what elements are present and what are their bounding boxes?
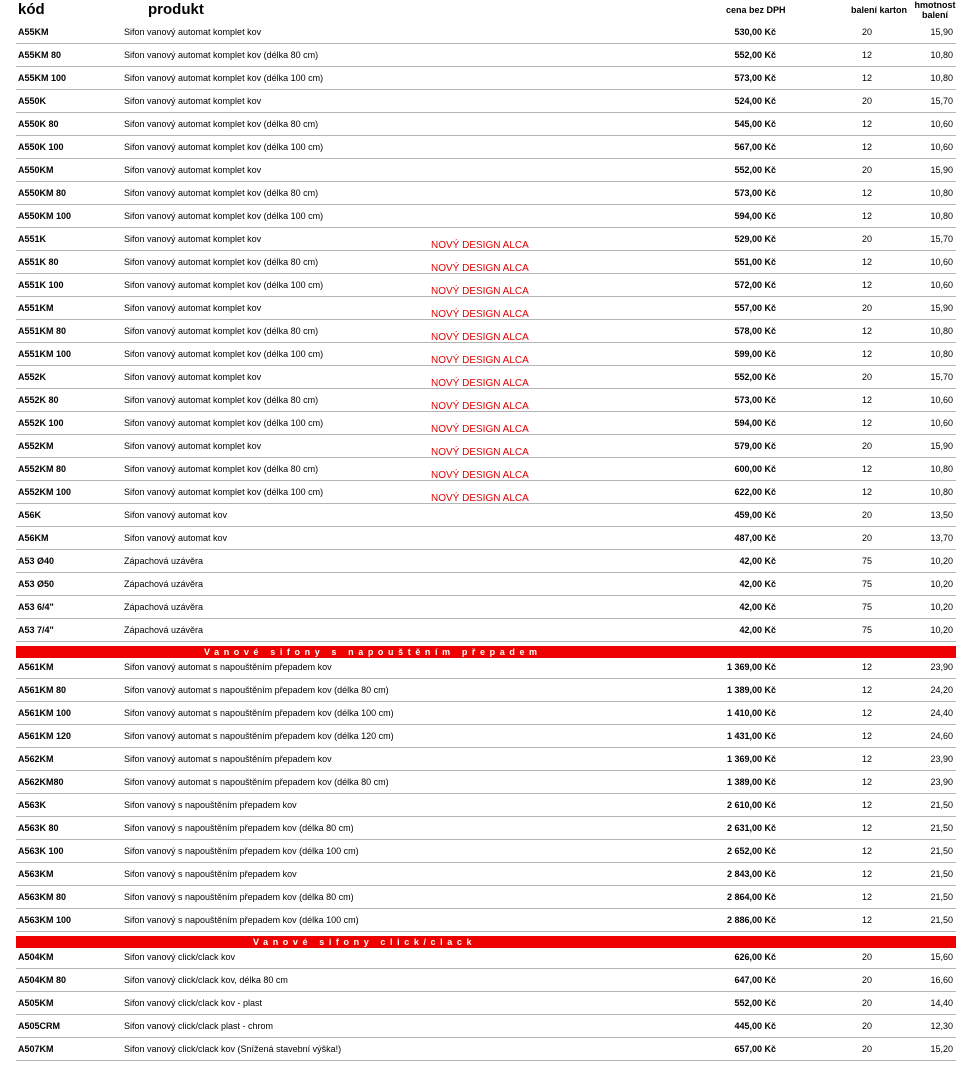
table-row xyxy=(16,968,956,992)
row-kod: A562KM80 xyxy=(18,777,64,787)
row-baleni-karton: 12 xyxy=(861,915,872,925)
row-cena: 42,00 Kč xyxy=(739,556,776,566)
row-produkt: Sifon vanový click/clack kov - plast xyxy=(124,998,263,1008)
row-kod: A550K 100 xyxy=(18,142,64,152)
row-cena: 626,00 Kč xyxy=(734,952,776,962)
table-row xyxy=(16,227,956,251)
row-hmotnost: 21,50 xyxy=(930,823,953,833)
table-row xyxy=(16,181,956,205)
row-produkt: Sifon vanový automat komplet kov (délka 80 cm) xyxy=(124,464,319,474)
header-cena: cena bez DPH xyxy=(726,5,786,15)
row-kod: A561KM 100 xyxy=(18,708,72,718)
row-hmotnost: 10,60 xyxy=(930,142,953,152)
row-hmotnost: 10,20 xyxy=(930,556,953,566)
row-hmotnost: 10,80 xyxy=(930,464,953,474)
row-produkt: Sifon vanový automat komplet kov xyxy=(124,234,262,244)
row-hmotnost: 10,80 xyxy=(930,50,953,60)
row-hmotnost: 10,80 xyxy=(930,188,953,198)
row-baleni-karton: 20 xyxy=(861,975,872,985)
row-kod: A53 6/4" xyxy=(18,602,54,612)
row-baleni-karton: 20 xyxy=(861,372,872,382)
table-row xyxy=(16,20,956,44)
row-kod: A551KM 80 xyxy=(18,326,67,336)
row-cena: 1 389,00 Kč xyxy=(726,685,776,695)
row-hmotnost: 15,70 xyxy=(930,96,953,106)
table-row xyxy=(16,296,956,320)
header-hmotnost-line2: balení xyxy=(921,10,948,20)
row-kod: A55KM 100 xyxy=(18,73,67,83)
row-produkt: Sifon vanový automat s napouštěním přepadem kov (délka 80 cm) xyxy=(124,777,389,787)
row-cena: 647,00 Kč xyxy=(734,975,776,985)
table-row xyxy=(16,204,956,228)
row-hmotnost: 15,90 xyxy=(930,165,953,175)
row-cena: 2 610,00 Kč xyxy=(726,800,776,810)
row-baleni-karton: 12 xyxy=(861,142,872,152)
row-design-note: NOVÝ DESIGN ALCA xyxy=(431,286,529,297)
row-kod: A552K 80 xyxy=(18,395,59,405)
row-kod: A562KM xyxy=(18,754,54,764)
row-baleni-karton: 12 xyxy=(861,73,872,83)
table-row xyxy=(16,572,956,596)
table-row xyxy=(16,411,956,435)
row-kod: A551KM xyxy=(18,303,54,313)
row-cena: 552,00 Kč xyxy=(734,50,776,60)
row-kod: A551K xyxy=(18,234,47,244)
row-cena: 567,00 Kč xyxy=(734,142,776,152)
row-produkt: Sifon vanový s napouštěním přepadem kov (délka 100 cm) xyxy=(124,846,359,856)
row-kod: A53 Ø40 xyxy=(18,556,55,566)
row-cena: 573,00 Kč xyxy=(734,395,776,405)
row-baleni-karton: 12 xyxy=(861,119,872,129)
row-cena: 594,00 Kč xyxy=(734,418,776,428)
row-produkt: Sifon vanový automat komplet kov (délka 100 cm) xyxy=(124,487,324,497)
row-hmotnost: 10,60 xyxy=(930,119,953,129)
row-hmotnost: 15,20 xyxy=(930,1044,953,1054)
row-design-note: NOVÝ DESIGN ALCA xyxy=(431,424,529,435)
row-produkt: Sifon vanový automat kov xyxy=(124,510,228,520)
table-row xyxy=(16,158,956,182)
section-banner-text: Vanové sifony s napouštěním přepadem xyxy=(204,647,542,657)
row-hmotnost: 10,80 xyxy=(930,487,953,497)
row-hmotnost: 10,20 xyxy=(930,625,953,635)
row-produkt: Sifon vanový automat komplet kov (délka 100 cm) xyxy=(124,211,324,221)
row-baleni-karton: 12 xyxy=(861,754,872,764)
table-row xyxy=(16,365,956,389)
row-produkt: Sifon vanový automat komplet kov xyxy=(124,96,262,106)
row-baleni-karton: 20 xyxy=(861,441,872,451)
row-baleni-karton: 20 xyxy=(861,27,872,37)
row-cena: 551,00 Kč xyxy=(734,257,776,267)
header-produkt: produkt xyxy=(148,1,204,18)
row-cena: 530,00 Kč xyxy=(734,27,776,37)
table-row xyxy=(16,457,956,481)
row-hmotnost: 21,50 xyxy=(930,846,953,856)
row-produkt: Sifon vanový automat komplet kov (délka 100 cm) xyxy=(124,349,324,359)
row-baleni-karton: 20 xyxy=(861,1044,872,1054)
row-hmotnost: 21,50 xyxy=(930,800,953,810)
row-kod: A552K 100 xyxy=(18,418,64,428)
row-kod: A551KM 100 xyxy=(18,349,72,359)
row-design-note: NOVÝ DESIGN ALCA xyxy=(431,263,529,274)
row-kod: A55KM 80 xyxy=(18,50,62,60)
table-row xyxy=(16,908,956,932)
row-cena: 572,00 Kč xyxy=(734,280,776,290)
row-hmotnost: 21,50 xyxy=(930,915,953,925)
row-kod: A56KM xyxy=(18,533,49,543)
row-design-note: NOVÝ DESIGN ALCA xyxy=(431,332,529,343)
row-kod: A551K 80 xyxy=(18,257,59,267)
row-design-note: NOVÝ DESIGN ALCA xyxy=(431,355,529,366)
row-baleni-karton: 20 xyxy=(861,303,872,313)
row-cena: 573,00 Kč xyxy=(734,188,776,198)
row-baleni-karton: 12 xyxy=(861,685,872,695)
row-cena: 578,00 Kč xyxy=(734,326,776,336)
row-kod: A53 7/4" xyxy=(18,625,54,635)
row-kod: A563K xyxy=(18,800,47,810)
row-baleni-karton: 12 xyxy=(861,800,872,810)
table-row xyxy=(16,1037,956,1061)
table-row xyxy=(16,43,956,67)
row-cena: 657,00 Kč xyxy=(734,1044,776,1054)
row-produkt: Sifon vanový s napouštěním přepadem kov xyxy=(124,800,297,810)
row-hmotnost: 24,20 xyxy=(930,685,953,695)
row-produkt: Sifon vanový automat komplet kov (délka 100 cm) xyxy=(124,73,324,83)
row-baleni-karton: 12 xyxy=(861,464,872,474)
row-baleni-karton: 12 xyxy=(861,731,872,741)
table-row xyxy=(16,526,956,550)
row-hmotnost: 10,20 xyxy=(930,602,953,612)
table-row xyxy=(16,342,956,366)
header-kod: kód xyxy=(18,1,45,18)
row-produkt: Sifon vanový automat komplet kov xyxy=(124,441,262,451)
row-produkt: Sifon vanový s napouštěním přepadem kov (délka 80 cm) xyxy=(124,823,354,833)
row-cena: 529,00 Kč xyxy=(734,234,776,244)
table-row xyxy=(16,793,956,817)
row-cena: 594,00 Kč xyxy=(734,211,776,221)
row-hmotnost: 10,60 xyxy=(930,395,953,405)
row-kod: A53 Ø50 xyxy=(18,579,55,589)
row-cena: 599,00 Kč xyxy=(734,349,776,359)
row-kod: A550KM 80 xyxy=(18,188,67,198)
row-produkt: Sifon vanový automat komplet kov (délka 80 cm) xyxy=(124,257,319,267)
row-produkt: Sifon vanový click/clack kov (Snížená stavební výška!) xyxy=(124,1044,342,1054)
row-kod: A552KM xyxy=(18,441,54,451)
row-cena: 545,00 Kč xyxy=(734,119,776,129)
row-produkt: Sifon vanový click/clack plast - chrom xyxy=(124,1021,274,1031)
row-cena: 2 864,00 Kč xyxy=(726,892,776,902)
table-row xyxy=(16,434,956,458)
row-kod: A550KM 100 xyxy=(18,211,72,221)
row-hmotnost: 15,70 xyxy=(930,234,953,244)
row-cena: 552,00 Kč xyxy=(734,998,776,1008)
row-hmotnost: 10,80 xyxy=(930,349,953,359)
table-row xyxy=(16,945,956,969)
row-cena: 1 431,00 Kč xyxy=(726,731,776,741)
row-baleni-karton: 12 xyxy=(861,487,872,497)
row-produkt: Sifon vanový automat komplet kov xyxy=(124,303,262,313)
row-produkt: Sifon vanový automat komplet kov (délka 80 cm) xyxy=(124,50,319,60)
row-kod: A505CRM xyxy=(18,1021,61,1031)
row-cena: 622,00 Kč xyxy=(734,487,776,497)
row-hmotnost: 10,20 xyxy=(930,579,953,589)
row-baleni-karton: 12 xyxy=(861,418,872,428)
row-kod: A563K 80 xyxy=(18,823,59,833)
row-baleni-karton: 20 xyxy=(861,510,872,520)
row-hmotnost: 10,60 xyxy=(930,257,953,267)
header-hmotnost-line1: hmotnost xyxy=(914,0,956,10)
row-baleni-karton: 12 xyxy=(861,395,872,405)
table-row xyxy=(16,89,956,113)
row-cena: 2 886,00 Kč xyxy=(726,915,776,925)
table-row xyxy=(16,1014,956,1038)
table-row xyxy=(16,66,956,90)
table-row xyxy=(16,770,956,794)
table-row xyxy=(16,112,956,136)
row-produkt: Sifon vanový automat komplet kov xyxy=(124,27,262,37)
row-cena: 552,00 Kč xyxy=(734,165,776,175)
table-row xyxy=(16,747,956,771)
row-kod: A504KM 80 xyxy=(18,975,67,985)
row-cena: 600,00 Kč xyxy=(734,464,776,474)
row-design-note: NOVÝ DESIGN ALCA xyxy=(431,378,529,389)
table-row xyxy=(16,701,956,725)
row-produkt: Zápachová uzávěra xyxy=(124,556,204,566)
row-produkt: Sifon vanový s napouštěním přepadem kov (délka 100 cm) xyxy=(124,915,359,925)
row-produkt: Zápachová uzávěra xyxy=(124,625,204,635)
row-kod: A552KM 100 xyxy=(18,487,72,497)
table-row xyxy=(16,724,956,748)
table-row xyxy=(16,618,956,642)
table-row xyxy=(16,549,956,573)
header-hmotnost xyxy=(910,0,960,20)
table-row xyxy=(16,273,956,297)
row-cena: 1 369,00 Kč xyxy=(726,754,776,764)
row-kod: A550KM xyxy=(18,165,54,175)
row-baleni-karton: 75 xyxy=(861,556,872,566)
row-cena: 487,00 Kč xyxy=(734,533,776,543)
table-row xyxy=(16,655,956,679)
row-produkt: Sifon vanový s napouštěním přepadem kov (délka 80 cm) xyxy=(124,892,354,902)
row-produkt: Sifon vanový click/clack kov, délka 80 cm xyxy=(124,975,288,985)
row-kod: A561KM 120 xyxy=(18,731,72,741)
row-baleni-karton: 75 xyxy=(861,625,872,635)
row-produkt: Sifon vanový automat s napouštěním přepadem kov (délka 120 cm) xyxy=(124,731,394,741)
row-baleni-karton: 12 xyxy=(861,708,872,718)
row-hmotnost: 14,40 xyxy=(930,998,953,1008)
row-hmotnost: 10,60 xyxy=(930,418,953,428)
row-baleni-karton: 12 xyxy=(861,846,872,856)
header-baleni-karton: balení karton xyxy=(851,5,908,15)
table-row xyxy=(16,135,956,159)
row-kod: A507KM xyxy=(18,1044,54,1054)
row-produkt: Sifon vanový automat komplet kov (délka 80 cm) xyxy=(124,119,319,129)
row-baleni-karton: 12 xyxy=(861,662,872,672)
table-row xyxy=(16,319,956,343)
row-kod: A56K xyxy=(18,510,42,520)
row-hmotnost: 15,90 xyxy=(930,441,953,451)
row-produkt: Sifon vanový automat s napouštěním přepadem kov xyxy=(124,754,332,764)
table-row xyxy=(16,388,956,412)
row-hmotnost: 10,80 xyxy=(930,73,953,83)
row-design-note: NOVÝ DESIGN ALCA xyxy=(431,309,529,320)
row-baleni-karton: 12 xyxy=(861,188,872,198)
row-hmotnost: 16,60 xyxy=(930,975,953,985)
row-kod: A550K xyxy=(18,96,47,106)
table-row xyxy=(16,816,956,840)
row-hmotnost: 10,80 xyxy=(930,211,953,221)
section-banner-text: Vanové sifony click/clack xyxy=(253,937,477,947)
table-row xyxy=(16,595,956,619)
row-cena: 42,00 Kč xyxy=(739,602,776,612)
row-produkt: Sifon vanový automat komplet kov (délka 100 cm) xyxy=(124,280,324,290)
row-hmotnost: 24,40 xyxy=(930,708,953,718)
row-baleni-karton: 12 xyxy=(861,777,872,787)
row-cena: 42,00 Kč xyxy=(739,625,776,635)
row-produkt: Sifon vanový automat kov xyxy=(124,533,228,543)
row-hmotnost: 24,60 xyxy=(930,731,953,741)
row-cena: 524,00 Kč xyxy=(734,96,776,106)
row-kod: A563KM xyxy=(18,869,54,879)
row-hmotnost: 12,30 xyxy=(930,1021,953,1031)
row-kod: A504KM xyxy=(18,952,54,962)
row-produkt: Sifon vanový s napouštěním přepadem kov xyxy=(124,869,297,879)
row-cena: 552,00 Kč xyxy=(734,372,776,382)
table-row xyxy=(16,480,956,504)
row-produkt: Zápachová uzávěra xyxy=(124,579,204,589)
row-baleni-karton: 20 xyxy=(861,165,872,175)
row-design-note: NOVÝ DESIGN ALCA xyxy=(431,470,529,481)
row-produkt: Sifon vanový automat komplet kov (délka 80 cm) xyxy=(124,326,319,336)
table-row xyxy=(16,862,956,886)
row-hmotnost: 23,90 xyxy=(930,777,953,787)
row-produkt: Sifon vanový automat komplet kov xyxy=(124,372,262,382)
row-hmotnost: 13,70 xyxy=(930,533,953,543)
row-produkt: Sifon vanový automat komplet kov (délka 80 cm) xyxy=(124,188,319,198)
row-hmotnost: 15,70 xyxy=(930,372,953,382)
row-produkt: Sifon vanový automat s napouštěním přepadem kov (délka 80 cm) xyxy=(124,685,389,695)
row-produkt: Zápachová uzávěra xyxy=(124,602,204,612)
row-kod: A563KM 100 xyxy=(18,915,72,925)
row-baleni-karton: 12 xyxy=(861,50,872,60)
row-cena: 1 389,00 Kč xyxy=(726,777,776,787)
row-produkt: Sifon vanový automat komplet kov (délka 100 cm) xyxy=(124,142,324,152)
row-baleni-karton: 12 xyxy=(861,869,872,879)
row-hmotnost: 10,60 xyxy=(930,280,953,290)
row-baleni-karton: 12 xyxy=(861,326,872,336)
row-produkt: Sifon vanový automat komplet kov (délka 80 cm) xyxy=(124,395,319,405)
row-kod: A561KM xyxy=(18,662,54,672)
row-kod: A552KM 80 xyxy=(18,464,67,474)
row-hmotnost: 23,90 xyxy=(930,662,953,672)
row-kod: A55KM xyxy=(18,27,49,37)
row-baleni-karton: 12 xyxy=(861,280,872,290)
row-cena: 2 631,00 Kč xyxy=(726,823,776,833)
table-row xyxy=(16,250,956,274)
row-baleni-karton: 12 xyxy=(861,823,872,833)
table-row xyxy=(16,678,956,702)
row-kod: A563KM 80 xyxy=(18,892,67,902)
row-design-note: NOVÝ DESIGN ALCA xyxy=(431,447,529,458)
row-cena: 579,00 Kč xyxy=(734,441,776,451)
row-baleni-karton: 20 xyxy=(861,1021,872,1031)
row-produkt: Sifon vanový click/clack kov xyxy=(124,952,236,962)
row-baleni-karton: 20 xyxy=(861,96,872,106)
row-design-note: NOVÝ DESIGN ALCA xyxy=(431,493,529,504)
row-kod: A561KM 80 xyxy=(18,685,67,695)
row-baleni-karton: 12 xyxy=(861,892,872,902)
row-kod: A551K 100 xyxy=(18,280,64,290)
row-kod: A563K 100 xyxy=(18,846,64,856)
row-cena: 1 369,00 Kč xyxy=(726,662,776,672)
table-row xyxy=(16,503,956,527)
row-baleni-karton: 12 xyxy=(861,211,872,221)
row-design-note: NOVÝ DESIGN ALCA xyxy=(431,240,529,251)
row-produkt: Sifon vanový automat komplet kov (délka 100 cm) xyxy=(124,418,324,428)
row-hmotnost: 13,50 xyxy=(930,510,953,520)
row-cena: 459,00 Kč xyxy=(734,510,776,520)
row-baleni-karton: 20 xyxy=(861,998,872,1008)
row-design-note: NOVÝ DESIGN ALCA xyxy=(431,401,529,412)
row-hmotnost: 21,50 xyxy=(930,892,953,902)
table-row xyxy=(16,885,956,909)
row-kod: A505KM xyxy=(18,998,54,1008)
row-hmotnost: 10,80 xyxy=(930,326,953,336)
row-cena: 445,00 Kč xyxy=(734,1021,776,1031)
row-baleni-karton: 12 xyxy=(861,257,872,267)
row-baleni-karton: 12 xyxy=(861,349,872,359)
row-hmotnost: 15,90 xyxy=(930,303,953,313)
row-produkt: Sifon vanový automat komplet kov xyxy=(124,165,262,175)
row-cena: 557,00 Kč xyxy=(734,303,776,313)
row-cena: 42,00 Kč xyxy=(739,579,776,589)
table-header xyxy=(0,0,960,20)
table-row xyxy=(16,991,956,1015)
row-baleni-karton: 75 xyxy=(861,579,872,589)
row-kod: A552K xyxy=(18,372,47,382)
row-hmotnost: 15,90 xyxy=(930,27,953,37)
row-baleni-karton: 20 xyxy=(861,533,872,543)
row-baleni-karton: 20 xyxy=(861,952,872,962)
row-cena: 573,00 Kč xyxy=(734,73,776,83)
row-baleni-karton: 75 xyxy=(861,602,872,612)
row-produkt: Sifon vanový automat s napouštěním přepadem kov (délka 100 cm) xyxy=(124,708,394,718)
row-cena: 2 843,00 Kč xyxy=(726,869,776,879)
row-hmotnost: 23,90 xyxy=(930,754,953,764)
row-cena: 1 410,00 Kč xyxy=(726,708,776,718)
row-produkt: Sifon vanový automat s napouštěním přepadem kov xyxy=(124,662,332,672)
row-cena: 2 652,00 Kč xyxy=(726,846,776,856)
row-hmotnost: 15,60 xyxy=(930,952,953,962)
row-hmotnost: 21,50 xyxy=(930,869,953,879)
table-row xyxy=(16,839,956,863)
row-baleni-karton: 20 xyxy=(861,234,872,244)
row-kod: A550K 80 xyxy=(18,119,59,129)
